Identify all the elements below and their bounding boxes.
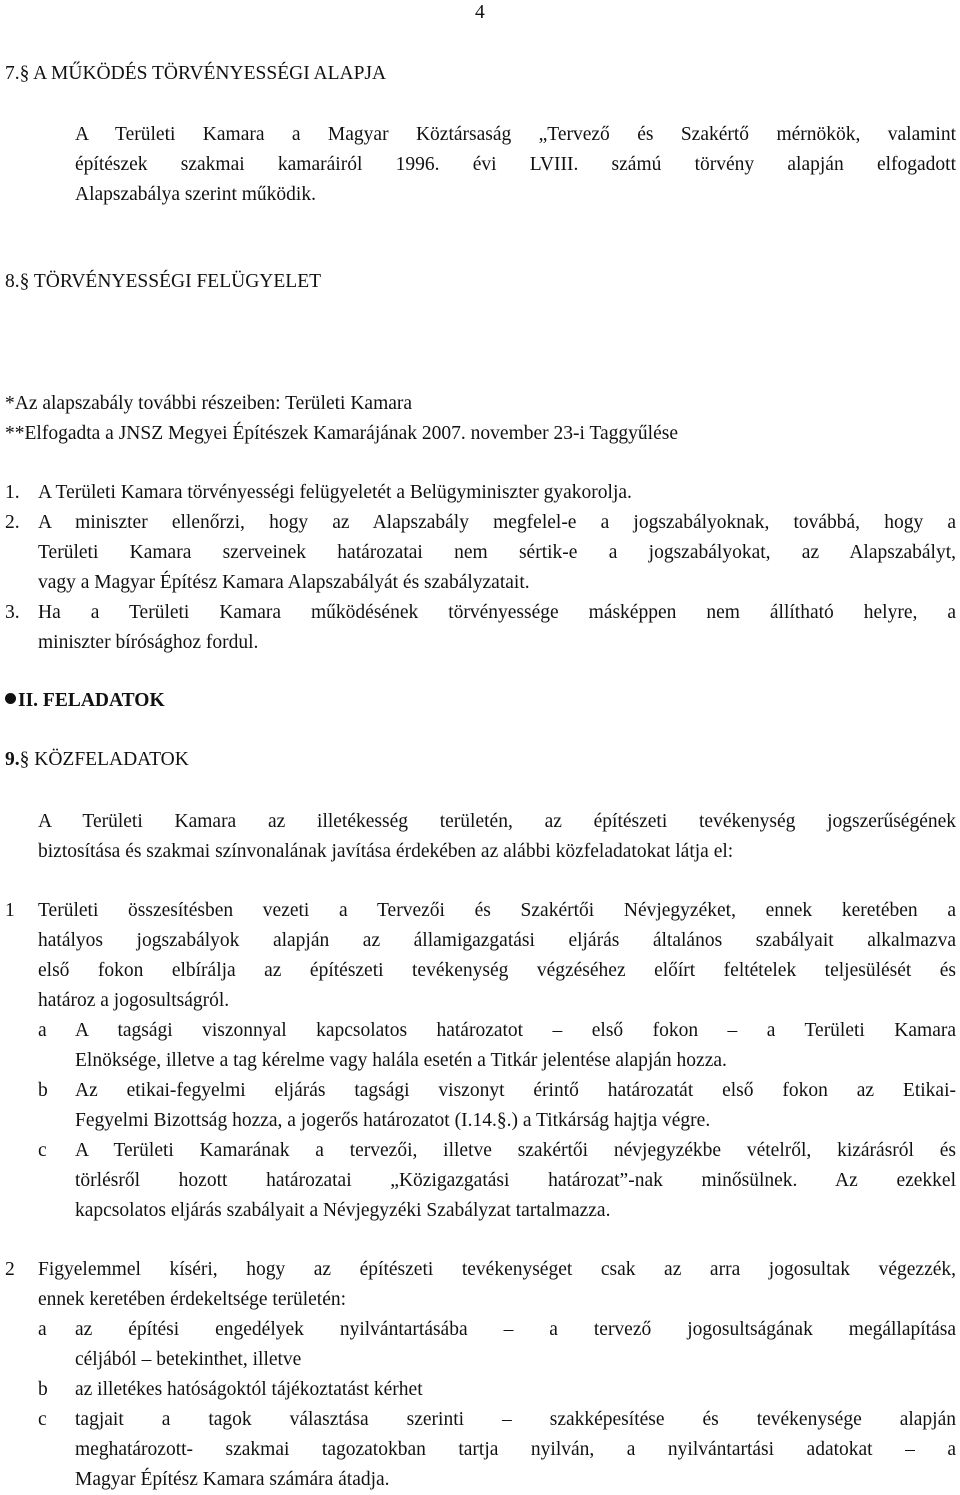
sub-letter: b bbox=[38, 1379, 48, 1400]
sub-line: tagjait a tagok választása szerinti – szakképesítése és tevékenysége alapján bbox=[75, 1409, 956, 1430]
sub-line: az építési engedélyek nyilvántartásába – a tervező jogosultságának megállapítása bbox=[75, 1319, 956, 1340]
item-line: vagy a Magyar Építész Kamara Alapszabályát és szabályzatait. bbox=[38, 572, 530, 593]
footnote-2: **Elfogadta a JNSZ Megyei Építészek Kamarájának 2007. november 23-i Taggyűlése bbox=[5, 423, 678, 444]
section-7-line-2: építészek szakmai kamaráiról 1996. évi LVIII. számú törvény alapján elfogadott bbox=[75, 154, 956, 175]
sub-letter: b bbox=[38, 1080, 48, 1101]
item-num: 2. bbox=[5, 512, 20, 533]
section-9-intro-line: biztosítása és szakmai színvonalának javítása érdekében az alábbi közfeladatokat látja el: bbox=[38, 841, 734, 862]
sub-line: Fegyelmi Bizottság hozza, a jogerős határozatot (I.14.§.) a Titkárság hajtja végre. bbox=[75, 1110, 711, 1131]
item-line: hatályos jogszabályok alapján az államigazgatási eljárás általános szabályait alkalmazva bbox=[38, 930, 956, 951]
bullet-icon bbox=[5, 693, 16, 704]
item-num: 3. bbox=[5, 602, 20, 623]
section-9-intro-line: A Területi Kamara az illetékesség területén, az építészeti tevékenység jogszerűségének bbox=[38, 811, 956, 832]
section-8-heading: 8.§ TÖRVÉNYESSÉGI FELÜGYELET bbox=[5, 271, 322, 292]
item-num: 1 bbox=[5, 900, 15, 921]
sub-line: az illetékes hatóságoktól tájékoztatást kérhet bbox=[75, 1379, 423, 1400]
item-line: Területi összesítésben vezeti a Tervezői és Szakértői Névjegyzéket, ennek keretében a bbox=[38, 900, 956, 921]
footnote-1: *Az alapszabály további részeiben: Területi Kamara bbox=[5, 393, 413, 414]
sub-line: A tagsági viszonnyal kapcsolatos határozatot – első fokon – a Területi Kamara bbox=[75, 1020, 956, 1041]
item-line: Ha a Területi Kamara működésének törvényessége másképpen nem állítható helyre, a bbox=[38, 602, 956, 623]
item-num: 2 bbox=[5, 1259, 15, 1280]
item-line: A Területi Kamara törvényességi felügyeletét a Belügyminiszter gyakorolja. bbox=[38, 482, 632, 503]
sub-line: A Területi Kamarának a tervezői, illetve szakértői névjegyzékbe vételről, kizárásról és bbox=[75, 1140, 956, 1161]
sub-line: törlésről hozott határozatai „Közigazgatási határozat”-nak minősülnek. Az ezekkel bbox=[75, 1170, 956, 1191]
item-num: 1. bbox=[5, 482, 20, 503]
part-2-heading: II. FELADATOK bbox=[5, 687, 165, 715]
sub-line: kapcsolatos eljárás szabályait a Névjegyzéki Szabályzat tartalmazza. bbox=[75, 1200, 611, 1221]
section-7-line-1: A Területi Kamara a Magyar Köztársaság „Tervező és Szakértő mérnökök, valamint bbox=[75, 124, 956, 145]
sub-letter: a bbox=[38, 1319, 47, 1340]
item-line: első fokon elbírálja az építészeti tevékenység végzéséhez előírt feltételek teljesülését és bbox=[38, 960, 956, 981]
section-7-heading: 7.§ A MŰKÖDÉS TÖRVÉNYESSÉGI ALAPJA bbox=[5, 63, 387, 84]
sub-letter: c bbox=[38, 1409, 47, 1430]
sub-line: Az etikai-fegyelmi eljárás tagsági viszonyt érintő határozatát első fokon az Etikai- bbox=[75, 1080, 956, 1101]
page-number: 4 bbox=[475, 2, 485, 23]
item-line: ennek keretében érdekeltsége területén: bbox=[38, 1289, 347, 1310]
sub-line: Magyar Építész Kamara számára átadja. bbox=[75, 1469, 390, 1490]
sub-line: Elnöksége, illetve a tag kérelme vagy halála esetén a Titkár jelentése alapján hozza. bbox=[75, 1050, 727, 1071]
item-line: A miniszter ellenőrzi, hogy az Alapszabály megfelel-e a jogszabályoknak, továbbá, hogy a bbox=[38, 512, 956, 533]
sub-line: céljából – betekinthet, illetve bbox=[75, 1349, 302, 1370]
sub-letter: c bbox=[38, 1140, 47, 1161]
sub-line: meghatározott- szakmai tagozatokban tartja nyilván, a nyilvántartási adatokat – a bbox=[75, 1439, 956, 1460]
item-line: Figyelemmel kíséri, hogy az építészeti tevékenységet csak az arra jogosultak végezzék, bbox=[38, 1259, 956, 1280]
section-9-heading: 9.§ KÖZFELADATOK bbox=[5, 749, 189, 770]
item-line: miniszter bírósághoz fordul. bbox=[38, 632, 259, 653]
item-line: Területi Kamara szerveinek határozatai nem sértik-e a jogszabályokat, az Alapszabályt, bbox=[38, 542, 956, 563]
section-7-line-3: Alapszabálya szerint működik. bbox=[75, 184, 316, 205]
sub-letter: a bbox=[38, 1020, 47, 1041]
item-line: határoz a jogosultságról. bbox=[38, 990, 230, 1011]
